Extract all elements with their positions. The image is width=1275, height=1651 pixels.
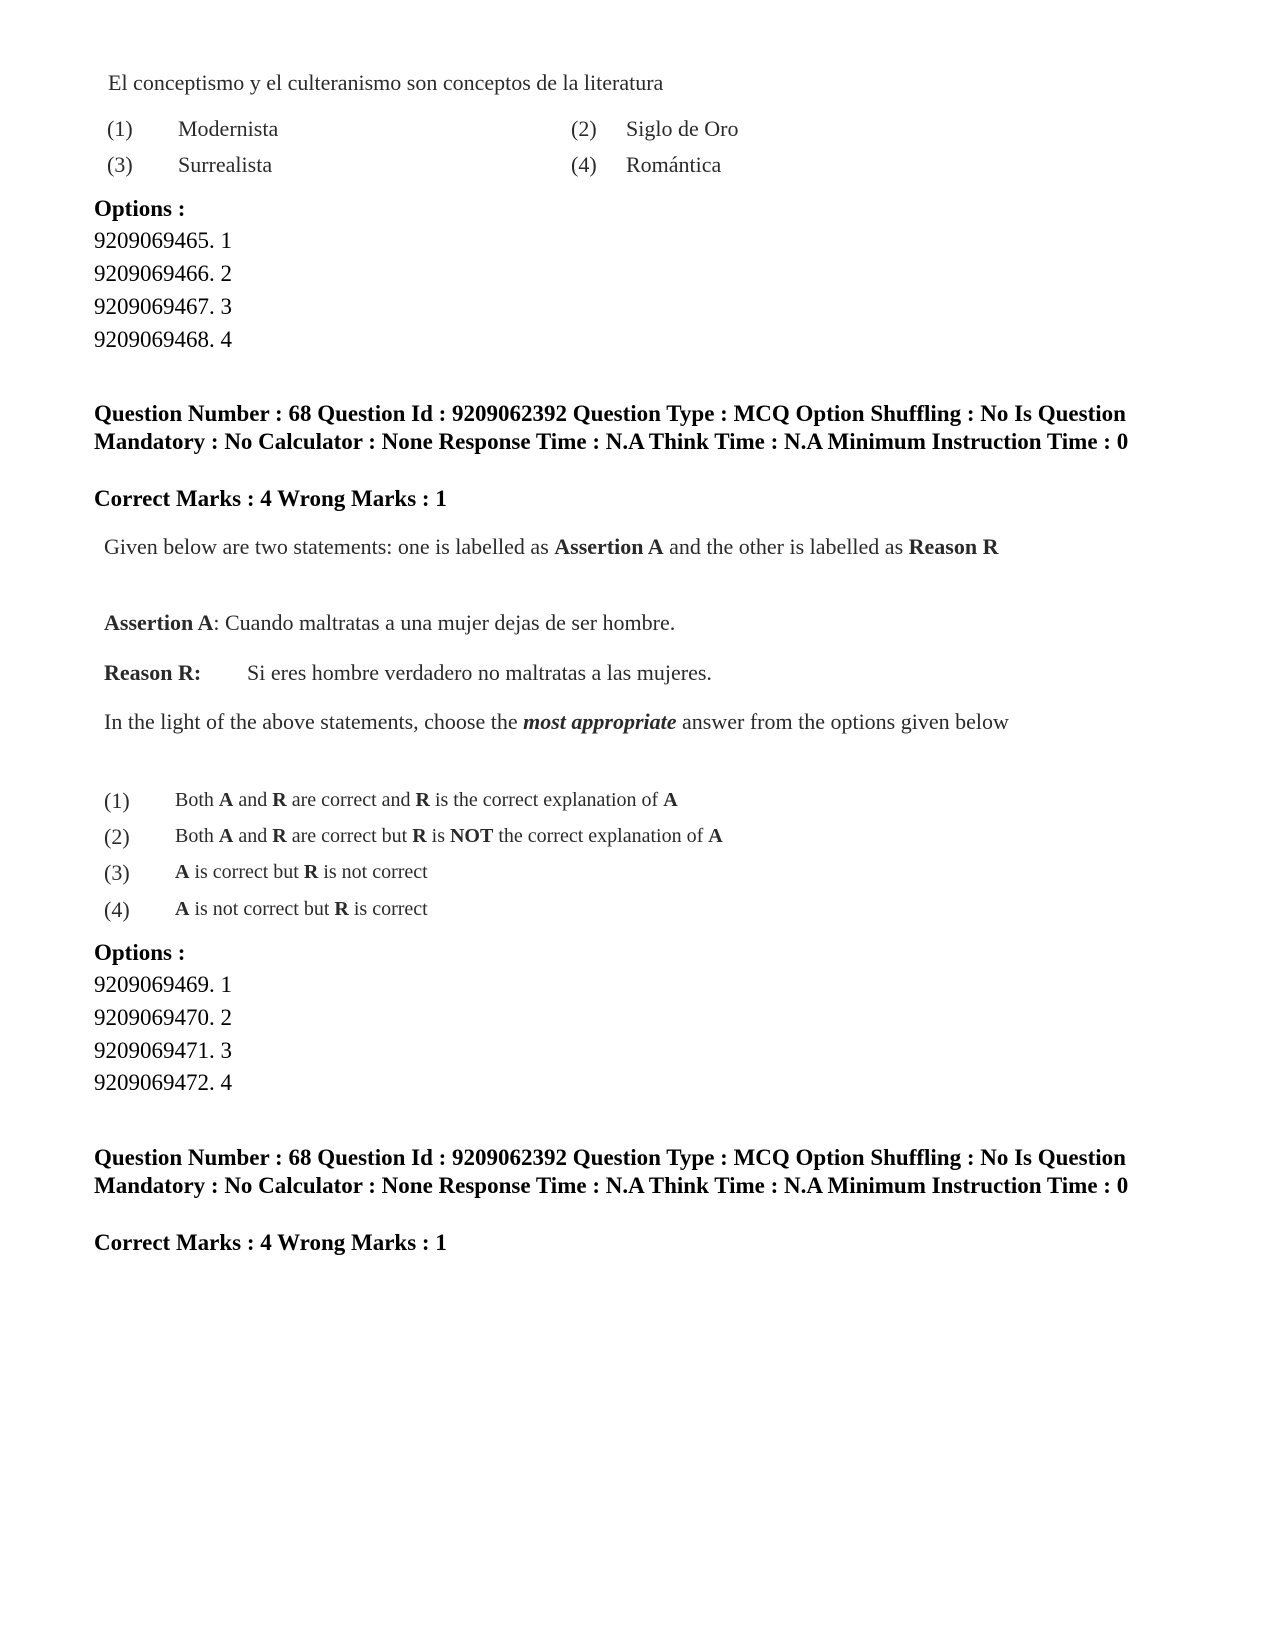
choice-number: (3)	[104, 860, 130, 885]
option-line: 9209069466. 2	[94, 261, 232, 286]
choice-text: Surrealista	[178, 152, 273, 177]
option-line: 9209069470. 2	[94, 1005, 232, 1030]
question-metadata: Question Number : 68 Question Id : 9209062392 Question Type : MCQ Option Shuffling : No Is Question Mandatory : No Calculator : None Response Time : N.A Think Time : N.A Minimum Instruction Time : 0	[94, 401, 1129, 454]
choice-number: (3)	[107, 152, 133, 177]
options-heading: Options :	[94, 196, 186, 221]
choice-number: (2)	[104, 824, 130, 849]
choice-number: (4)	[571, 152, 597, 177]
choice-text: A is not correct but R is correct	[175, 898, 428, 920]
choice-number: (1)	[107, 116, 133, 141]
option-line: 9209069465. 1	[94, 228, 232, 253]
question-marks: Correct Marks : 4 Wrong Marks : 1	[94, 486, 447, 511]
option-line: 9209069468. 4	[94, 327, 232, 352]
choice-number: (2)	[571, 116, 597, 141]
option-line: 9209069467. 3	[94, 294, 232, 319]
choice-text: A is correct but R is not correct	[175, 861, 428, 883]
option-line: 9209069471. 3	[94, 1038, 232, 1063]
reason-text: Si eres hombre verdadero no maltratas a las mujeres.	[247, 660, 712, 685]
option-line: 9209069472. 4	[94, 1070, 232, 1095]
choice-text: Siglo de Oro	[626, 116, 739, 141]
choice-number: (4)	[104, 897, 130, 922]
options-heading: Options :	[94, 940, 186, 965]
option-line: 9209069469. 1	[94, 972, 232, 997]
question-instruction: In the light of the above statements, choose the most appropriate answer from the options given below	[104, 709, 1009, 734]
choice-text: Both A and R are correct but R is NOT the correct explanation of A	[175, 825, 723, 847]
question-metadata: Question Number : 68 Question Id : 9209062392 Question Type : MCQ Option Shuffling : No Is Question Mandatory : No Calculator : None Response Time : N.A Think Time : N.A Minimum Instruction Time : 0	[94, 1145, 1129, 1198]
choice-number: (1)	[104, 788, 130, 813]
reason-label: Reason R:	[104, 660, 202, 685]
question-stem: El conceptismo y el culteranismo son conceptos de la literatura	[108, 70, 664, 95]
choice-text: Modernista	[178, 116, 279, 141]
question-marks: Correct Marks : 4 Wrong Marks : 1	[94, 1230, 447, 1255]
assertion-statement: Assertion A: Cuando maltratas a una mujer dejas de ser hombre.	[104, 610, 676, 635]
question-intro: Given below are two statements: one is labelled as Assertion A and the other is labelled as Reason R	[104, 534, 999, 559]
choice-text: Both A and R are correct and R is the correct explanation of A	[175, 789, 678, 811]
choice-text: Romántica	[626, 152, 722, 177]
